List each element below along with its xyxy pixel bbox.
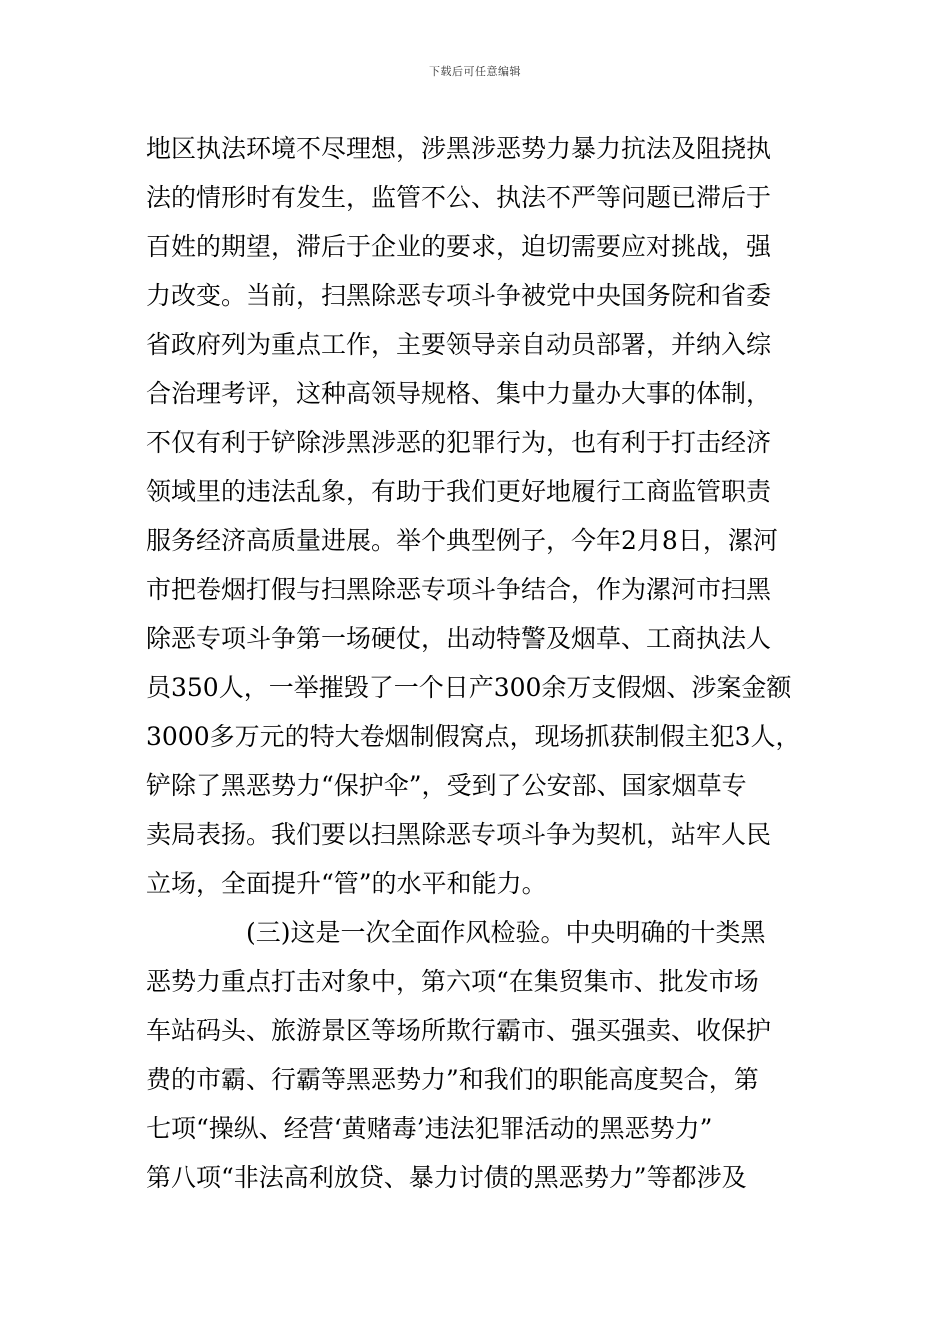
text-line: 服务经济高质量进展。举个典型例子，今年2月8日，漯河 <box>146 526 778 555</box>
text-line: 铲除了黑恶势力“保护伞”，受到了公安部、国家烟草专 <box>146 771 747 800</box>
document-body <box>146 124 811 1202</box>
text-line: 第八项“非法高利放贷、暴力讨债的黑恶势力”等都涉及 <box>146 1163 747 1192</box>
text-line: 百姓的期望，滞后于企业的要求，迫切需要应对挑战，强 <box>146 232 772 261</box>
text-line: 3000多万元的特大卷烟制假窝点，现场抓获制假主犯3人， <box>146 722 801 751</box>
text-line: 卖局表扬。我们要以扫黑除恶专项斗争为契机，站牢人民 <box>146 820 772 849</box>
text-line: 员350人，一举摧毁了一个日产300余万支假烟、涉案金额 <box>146 673 792 702</box>
text-line: 地区执法环境不尽理想，涉黑涉恶势力暴力抗法及阻挠执 <box>146 134 772 163</box>
text-line: 力改变。当前，扫黑除恶专项斗争被党中央国务院和省委 <box>146 281 772 310</box>
text-line: 车站码头、旅游景区等场所欺行霸市、强买强卖、收保护 <box>146 1016 772 1045</box>
text-line: 恶势力重点打击对象中，第六项“在集贸集市、批发市场 <box>146 967 759 996</box>
text-line: 除恶专项斗争第一场硬仗，出动特警及烟草、工商执法人 <box>146 624 772 653</box>
text-line: 不仅有利于铲除涉黑涉恶的犯罪行为，也有利于打击经济 <box>146 428 772 457</box>
section-heading-line: (三)这是一次全面作风检验。中央明确的十类黑 <box>246 918 766 947</box>
text-line: 立场，全面提升“管”的水平和能力。 <box>146 869 547 898</box>
text-line: 市把卷烟打假与扫黑除恶专项斗争结合，作为漯河市扫黑 <box>146 575 772 604</box>
text-line: 领域里的违法乱象，有助于我们更好地履行工商监管职责 <box>146 477 772 506</box>
text-line: 合治理考评，这种高领导规格、集中力量办大事的体制， <box>146 379 772 408</box>
text-line: 费的市霸、行霸等黑恶势力”和我们的职能高度契合，第 <box>146 1065 759 1094</box>
page-header: 下载后可任意编辑 <box>429 65 521 78</box>
text-line: 法的情形时有发生，监管不公、执法不严等问题已滞后于 <box>146 183 772 212</box>
text-line: 省政府列为重点工作，主要领导亲自动员部署，并纳入综 <box>146 330 772 359</box>
text-line: 七项“操纵、经营‘黄赌毒’违法犯罪活动的黑恶势力” <box>146 1114 713 1143</box>
